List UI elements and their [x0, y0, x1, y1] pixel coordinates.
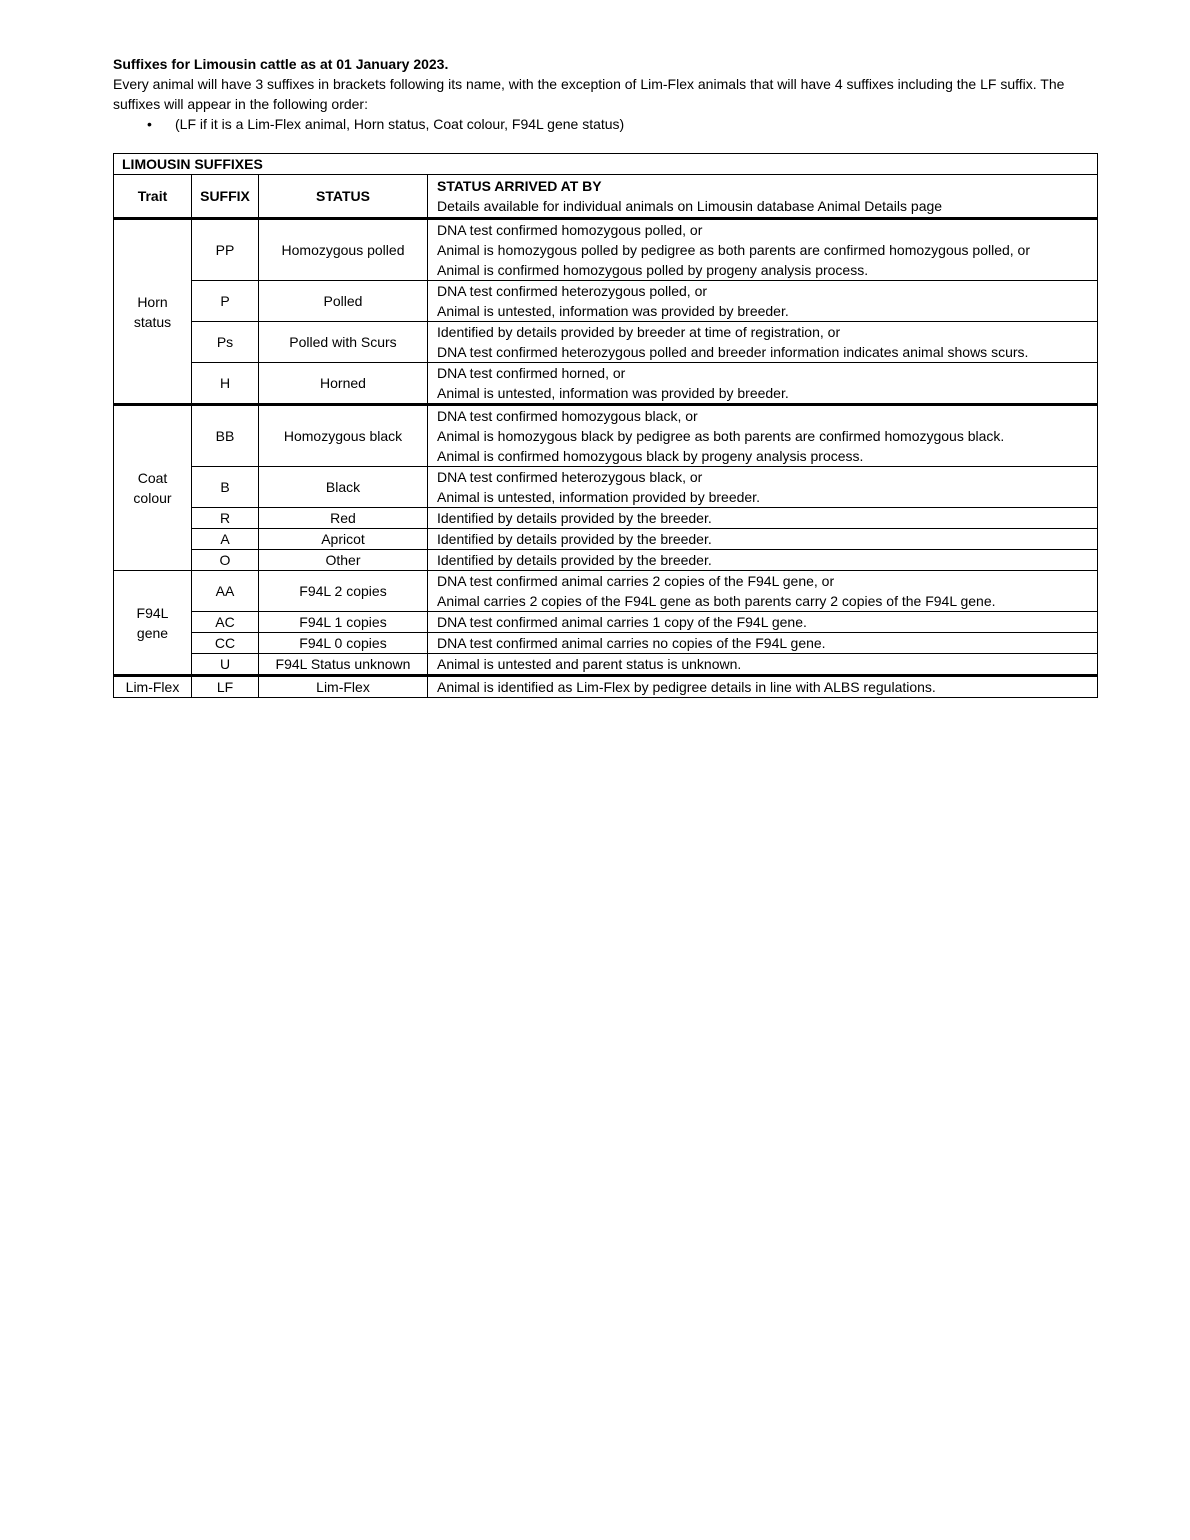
description-line: DNA test confirmed heterozygous polled, or	[437, 283, 708, 299]
description-line: DNA test confirmed homozygous polled, or	[437, 222, 703, 238]
status-cell: Red	[259, 508, 428, 529]
status-cell: Lim-Flex	[259, 676, 428, 698]
suffix-cell: AC	[192, 612, 259, 633]
description-cell	[428, 550, 1098, 571]
trait-lim-flex: Lim-Flex	[114, 676, 192, 698]
description-line: Animal carries 2 copies of the F94L gene as both parents carry 2 copies of the F94L gene.	[437, 593, 996, 609]
table-row	[114, 550, 1098, 571]
description-cell	[428, 467, 1098, 508]
order-bullet	[113, 114, 1098, 134]
table-row	[114, 633, 1098, 654]
description-line: Animal is identified as Lim-Flex by pedigree details in line with ALBS regulations.	[437, 679, 936, 695]
status-cell: Polled	[259, 281, 428, 322]
description-line: Identified by details provided by the breeder.	[437, 510, 712, 526]
header-arrived-subtitle: Details available for individual animals on Limousin database Animal Details page	[437, 198, 943, 214]
description-line: Identified by details provided by breeder at time of registration, or	[437, 324, 841, 340]
description-cell	[428, 508, 1098, 529]
table-row	[114, 612, 1098, 633]
status-cell: Homozygous polled	[259, 219, 428, 281]
header-suffix: SUFFIX	[192, 175, 259, 219]
intro-paragraph: Every animal will have 3 suffixes in brackets following its name, with the exception of Lim-Flex animals that will have 4 suffixes including the LF suffix. The suffixes will appear in the following order:	[113, 76, 1065, 112]
intro-section	[113, 54, 1098, 134]
suffix-cell: CC	[192, 633, 259, 654]
table-row	[114, 571, 1098, 612]
status-cell: Polled with Scurs	[259, 322, 428, 363]
trait-label: colour	[133, 490, 172, 506]
description-cell	[428, 405, 1098, 467]
table-row	[114, 467, 1098, 508]
description-cell	[428, 633, 1098, 654]
description-line: DNA test confirmed heterozygous black, or	[437, 469, 703, 485]
suffix-cell: R	[192, 508, 259, 529]
document-title: Suffixes for Limousin cattle as at 01 January 2023.	[113, 56, 449, 72]
suffix-cell: A	[192, 529, 259, 550]
description-cell	[428, 529, 1098, 550]
suffix-cell: B	[192, 467, 259, 508]
description-line: DNA test confirmed animal carries no copies of the F94L gene.	[437, 635, 826, 651]
description-line: DNA test confirmed homozygous black, or	[437, 408, 698, 424]
description-line: Identified by details provided by the breeder.	[437, 552, 712, 568]
description-line: Animal is homozygous black by pedigree as both parents are confirmed homozygous black.	[437, 428, 1005, 444]
suffix-cell: PP	[192, 219, 259, 281]
suffix-cell: U	[192, 654, 259, 676]
table-caption: LIMOUSIN SUFFIXES	[114, 154, 1098, 175]
trait-f94l-gene	[114, 571, 192, 676]
description-cell	[428, 654, 1098, 676]
table-caption-row	[114, 154, 1098, 175]
trait-horn-status	[114, 219, 192, 405]
trait-label: Horn	[137, 293, 168, 310]
suffix-cell: AA	[192, 571, 259, 612]
suffix-cell: BB	[192, 405, 259, 467]
description-line: Animal is untested, information provided by breeder.	[437, 489, 760, 505]
description-cell	[428, 676, 1098, 698]
status-cell: Horned	[259, 363, 428, 405]
status-cell: F94L 0 copies	[259, 633, 428, 654]
trait-label: status	[133, 313, 172, 330]
table-row	[114, 676, 1098, 698]
trait-label: Coat	[137, 470, 168, 486]
table-row	[114, 405, 1098, 467]
table-row	[114, 219, 1098, 281]
description-cell	[428, 363, 1098, 405]
description-line: DNA test confirmed animal carries 1 copy of the F94L gene.	[437, 614, 807, 630]
bullet-icon: •	[147, 116, 152, 132]
description-line: Animal is homozygous polled by pedigree as both parents are confirmed homozygous polled, or	[437, 242, 1031, 258]
description-cell	[428, 612, 1098, 633]
description-line: Animal is confirmed homozygous black by progeny analysis process.	[437, 448, 864, 464]
header-trait: Trait	[114, 175, 192, 219]
description-line: Identified by details provided by the breeder.	[437, 531, 712, 547]
description-line: Animal is untested and parent status is unknown.	[437, 656, 742, 672]
limousin-suffixes-table	[113, 153, 1098, 698]
suffix-cell: O	[192, 550, 259, 571]
status-cell: Black	[259, 467, 428, 508]
table-header-row	[114, 175, 1098, 219]
description-line: Animal is untested, information was provided by breeder.	[437, 385, 789, 401]
table-row	[114, 529, 1098, 550]
description-cell	[428, 322, 1098, 363]
bullet-text: (LF if it is a Lim-Flex animal, Horn status, Coat colour, F94L gene status)	[175, 116, 625, 132]
description-line: DNA test confirmed horned, or	[437, 365, 626, 381]
status-cell: Homozygous black	[259, 405, 428, 467]
status-cell: Other	[259, 550, 428, 571]
status-cell: Apricot	[259, 529, 428, 550]
header-status-arrived	[428, 175, 1098, 219]
table-row	[114, 508, 1098, 529]
header-status: STATUS	[259, 175, 428, 219]
table-row	[114, 363, 1098, 405]
suffix-cell: LF	[192, 676, 259, 698]
table-row	[114, 654, 1098, 676]
table-row	[114, 281, 1098, 322]
suffix-cell: P	[192, 281, 259, 322]
description-line: Animal is confirmed homozygous polled by progeny analysis process.	[437, 262, 869, 278]
status-cell: F94L 2 copies	[259, 571, 428, 612]
description-cell	[428, 219, 1098, 281]
header-arrived-title: STATUS ARRIVED AT BY	[437, 178, 602, 194]
trait-coat-colour	[114, 405, 192, 571]
suffix-cell: Ps	[192, 322, 259, 363]
suffix-cell: H	[192, 363, 259, 405]
trait-label: gene	[136, 624, 169, 641]
description-line: Animal is untested, information was provided by breeder.	[437, 303, 789, 319]
status-cell: F94L Status unknown	[259, 654, 428, 676]
description-line: DNA test confirmed heterozygous polled and breeder information indicates animal shows scurs.	[437, 344, 1029, 360]
trait-label: F94L	[136, 604, 169, 621]
status-cell: F94L 1 copies	[259, 612, 428, 633]
description-line: DNA test confirmed animal carries 2 copies of the F94L gene, or	[437, 573, 835, 589]
description-cell	[428, 281, 1098, 322]
description-cell	[428, 571, 1098, 612]
table-row	[114, 322, 1098, 363]
